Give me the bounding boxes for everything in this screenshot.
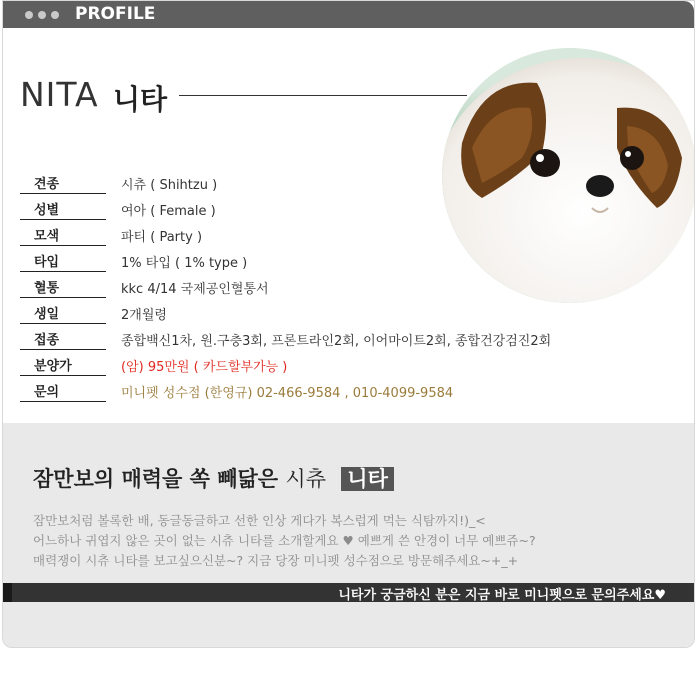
info-row-price (20, 352, 680, 378)
info-label: 문의 (20, 378, 106, 402)
profile-card (2, 0, 695, 648)
name-badge: 니타 (341, 467, 394, 491)
info-label: 분양가 (20, 352, 106, 376)
intro-line: 매력쟁이 시츄 니타를 보고싶으신분~? 지금 당장 미니펫 성수점으로 방문해주세요~+_+ (33, 553, 519, 568)
info-label: 접종 (20, 326, 106, 350)
dog-name-english: NITA (20, 75, 99, 114)
header-dots (25, 11, 59, 19)
info-label: 모색 (20, 222, 106, 246)
intro-headline (33, 463, 394, 493)
contact-banner-text: 니타가 궁금하신 분은 지금 바로 미니펫으로 문의주세요♥ (338, 588, 666, 603)
info-value: 1% 타입 ( 1% type ) (121, 256, 248, 271)
info-value: 2개월령 (121, 308, 167, 323)
info-value: 여아 ( Female ) (121, 204, 216, 219)
banner-accent (3, 583, 12, 602)
dog-name-korean: 니타 (113, 83, 168, 116)
intro-line: 어느하나 귀엽지 않은 곳이 없는 시츄 니타를 소개할게요 ♥ 예쁘게 쓴 안경이 너무 예쁘쥬~? (33, 533, 536, 548)
contact-banner (3, 583, 694, 602)
intro-line: 잠만보처럼 볼록한 배, 동글동글하고 선한 인상 게다가 복스럽게 먹는 식탐까지!)_< (33, 513, 486, 528)
info-row-color (20, 222, 680, 248)
info-label: 혈통 (20, 274, 106, 298)
info-row-breed (20, 170, 680, 196)
dot-icon (25, 11, 33, 19)
info-value: 시츄 ( Shihtzu ) (121, 178, 218, 193)
info-value: kkc 4/14 국제공인혈통서 (121, 282, 269, 297)
info-value: 파티 ( Party ) (121, 230, 203, 245)
info-label: 견종 (20, 170, 106, 194)
headline-plain: 시츄 (285, 467, 326, 491)
dot-icon (51, 11, 59, 19)
header-title: PROFILE (75, 4, 156, 24)
profile-header-bar (3, 1, 694, 28)
headline-bold: 잠만보의 매력을 쏙 빼닮은 (33, 467, 279, 491)
info-row-contact (20, 378, 680, 404)
info-row-type (20, 248, 680, 274)
info-row-pedigree (20, 274, 680, 300)
contact-value: 미니펫 성수점 (한영규) 02-466-9584 , 010-4099-9584 (121, 386, 454, 401)
info-value: 종합백신1차, 원.구충3회, 프론트라인2회, 이어마이트2회, 종합건강검진2회 (121, 334, 552, 349)
info-label: 성별 (20, 196, 106, 220)
info-row-birth (20, 300, 680, 326)
dot-icon (38, 11, 46, 19)
name-divider (179, 95, 467, 96)
price-value: (암) 95만원 ( 카드할부가능 ) (121, 360, 288, 375)
info-label: 생일 (20, 300, 106, 324)
info-label: 타입 (20, 248, 106, 272)
info-row-gender (20, 196, 680, 222)
info-row-vaccination (20, 326, 680, 352)
